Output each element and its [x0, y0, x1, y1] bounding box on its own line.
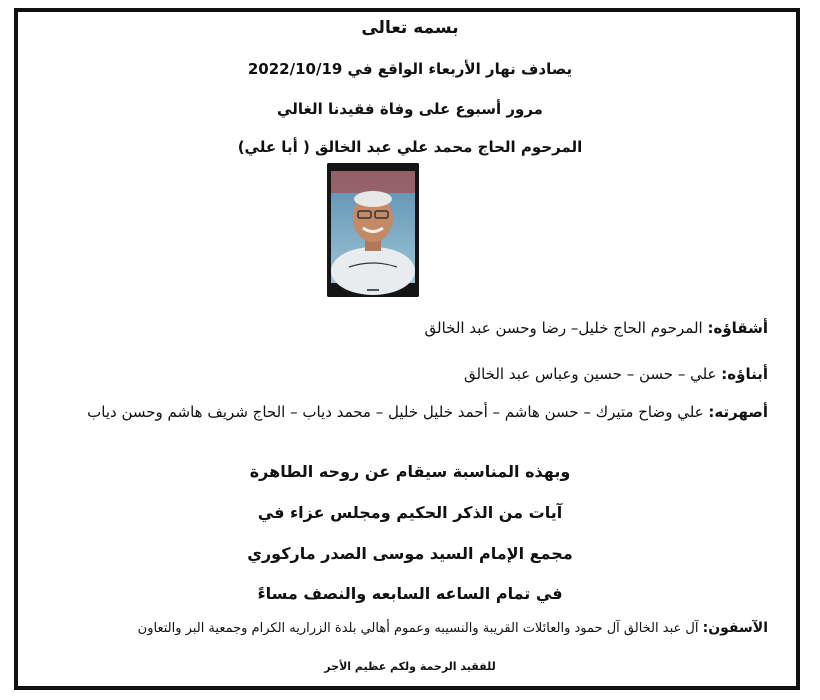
announcement-line: آيات من الذكر الحكيم ومجلس عزاء في [257, 503, 563, 522]
announcement-line: مجمع الإمام السيد موسى الصدر ماركوري [247, 544, 573, 563]
sons-text: علي – حسن – حسين وعباس عبد الخالق [464, 365, 722, 383]
announcement-line: في تمام الساعه السابعه والنصف مساءً [257, 584, 563, 603]
siblings-label: أشقاؤه: [707, 319, 768, 337]
deceased-name-line: المرحوم الحاج محمد علي عبد الخالق ( أبا علي) [237, 138, 583, 156]
in-laws-text: علي وضاح متيرك – حسن هاشم – أحمد خليل خليل – محمد دياب – الحاج شريف هاشم وحسن دياب [87, 403, 709, 421]
siblings-paragraph [28, 316, 768, 340]
sons-label: أبناؤه: [721, 365, 768, 383]
page-heading: بسمه تعالى [361, 18, 459, 38]
announcement-line: وبهذه المناسبة سيقام عن روحه الطاهرة [249, 462, 571, 481]
siblings-text: المرحوم الحاج خليل– رضا وحسن عبد الخالق [424, 319, 708, 337]
deceased-photo [327, 163, 419, 297]
occasion-line: مرور أسبوع على وفاة فقيدنا الغالي [277, 100, 543, 118]
mourners-label: الآسفون: [702, 620, 768, 636]
in-laws-paragraph [28, 400, 768, 424]
mourners-text: آل عبد الخالق آل حمود والعائلات القريبة والنسيبه وعموم أهالي بلدة الزراريه الكرام وجمعية البر والتعاون [137, 621, 703, 636]
event-date-line: يصادف نهار الأربعاء الواقع في 2022/10/19 [247, 60, 573, 78]
in-laws-label: أصهرته: [708, 403, 768, 421]
mourners-line [26, 620, 768, 636]
closing-line: للفقيد الرحمة ولكم عظيم الأجر [324, 660, 496, 673]
sons-paragraph [28, 362, 768, 386]
